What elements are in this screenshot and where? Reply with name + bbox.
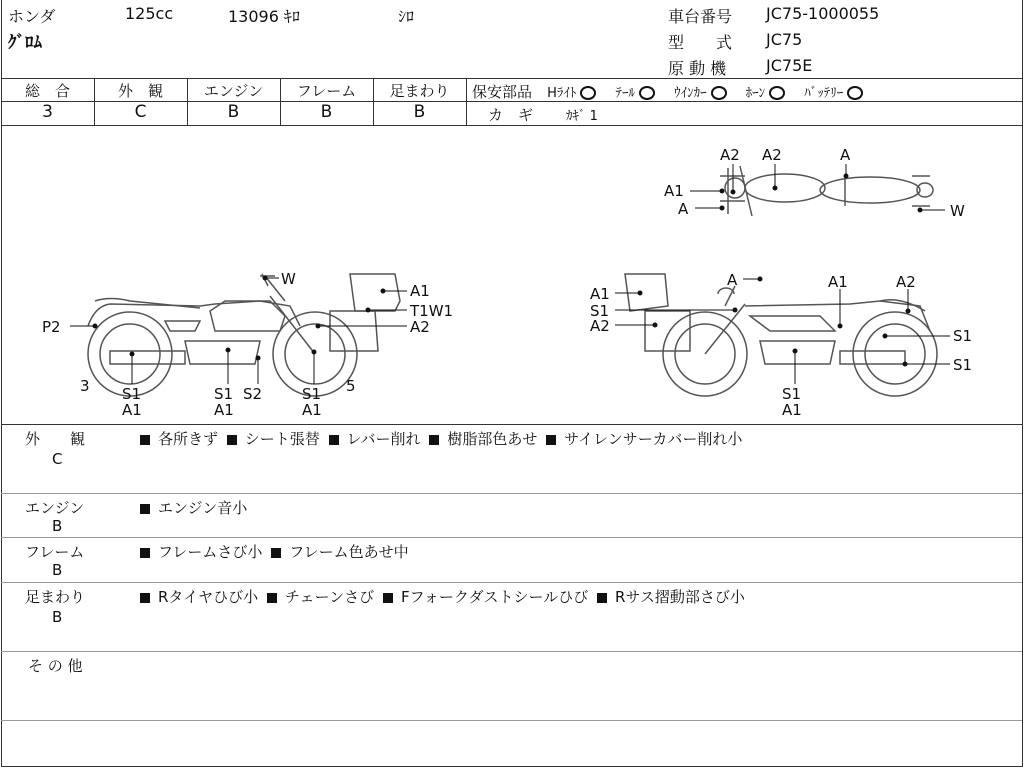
remark-item: フレーム色あせ中: [289, 543, 409, 561]
diagram-label: A2: [720, 146, 740, 164]
remark-item: Rサス摺動部さび小: [615, 588, 745, 606]
diagram-label: A1: [410, 282, 430, 300]
remark-item: 各所きず: [158, 430, 219, 448]
diagram-label: A2: [410, 318, 430, 336]
suspension-label: 足まわり: [389, 82, 450, 100]
battery-label: ﾊﾞｯﾃﾘｰ: [804, 86, 844, 101]
bullet-icon: [383, 593, 393, 603]
winker-label: ｳｲﾝｶｰ: [674, 86, 707, 101]
bullet-icon: [271, 548, 281, 558]
bullet-icon: [140, 548, 150, 558]
diagram-label: S1: [590, 302, 610, 320]
frame-no-label: 車台番号: [668, 7, 733, 26]
divider: [1, 493, 1022, 494]
bullet-icon: [140, 593, 150, 603]
diagram-label: S1: [953, 356, 973, 374]
suspension-grade: B: [413, 102, 426, 122]
remark-engine-items: [136, 497, 247, 518]
damage-diagram: [0, 126, 1022, 424]
bullet-icon: [227, 435, 237, 445]
frame-grade: B: [320, 102, 333, 122]
remark-item: サイレンサーカバー削れ小: [564, 430, 743, 448]
type-label: 型 式: [668, 33, 733, 52]
diagram-label: P2: [42, 318, 61, 336]
remark-other-label: そ の 他: [28, 657, 83, 675]
diagram-label: 5: [346, 377, 356, 395]
remark-item: レバー削れ: [346, 430, 421, 448]
diagram-label: S2: [243, 385, 263, 403]
diagram-label: A1: [122, 401, 142, 419]
divider: [1, 78, 1022, 79]
diagram-label: A: [678, 200, 689, 218]
bullet-icon: [329, 435, 339, 445]
bullet-icon: [267, 593, 277, 603]
headlight-ok-icon: [580, 86, 596, 100]
remark-exterior-items: [136, 428, 742, 449]
diagram-label: A1: [214, 401, 234, 419]
bullet-icon: [140, 435, 150, 445]
headlight-label: Hﾗｲﾄ: [547, 86, 577, 101]
top-view-annotations: [664, 146, 965, 220]
safety-title: 保安部品: [472, 83, 533, 101]
remark-item: チェーンさび: [284, 588, 375, 606]
divider: [1, 582, 1022, 583]
divider: [1, 651, 1022, 652]
mileage: 13096 ｷﾛ: [228, 7, 300, 26]
horn-ok-icon: [769, 86, 785, 100]
remark-item: 樹脂部色あせ: [447, 430, 538, 448]
divider: [466, 78, 467, 125]
key-value: ｶｷﾞ 1: [566, 109, 598, 124]
left-bike-annotations: [42, 270, 453, 419]
diagram-label: A: [840, 146, 851, 164]
color: ｼﾛ: [398, 7, 415, 26]
right-side-bike-icon: [625, 274, 937, 396]
diagram-label: T1W1: [410, 302, 454, 320]
taillight-ok-icon: [639, 86, 655, 100]
diagram-label: S1: [122, 385, 142, 403]
diagram-label: A1: [590, 285, 610, 303]
diagram-label: S1: [953, 327, 973, 345]
diagram-label: A2: [896, 273, 916, 291]
remark-exterior-grade: C: [52, 450, 63, 468]
divider: [1, 720, 1022, 721]
diagram-label: A1: [302, 401, 322, 419]
overall-label: 総 合: [24, 82, 70, 100]
top-view-bike-icon: [720, 166, 933, 216]
displacement: 125cc: [125, 4, 174, 23]
remark-frame-label: フレーム: [25, 543, 85, 561]
diagram-label: S1: [782, 385, 802, 403]
diagram-label: W: [950, 202, 965, 220]
remark-frame-items: [136, 541, 409, 562]
divider: [1, 537, 1022, 538]
remark-exterior-label: 外 観: [25, 430, 86, 448]
diagram-label: A: [727, 271, 738, 289]
frame-no: JC75-1000055: [766, 4, 880, 23]
taillight-label: ﾃｰﾙ: [615, 86, 635, 101]
safety-parts-row: [472, 81, 863, 102]
bullet-icon: [429, 435, 439, 445]
engine-model-label: 原 動 機: [668, 59, 727, 78]
diagram-label: A2: [590, 317, 610, 335]
divider: [1, 424, 1022, 425]
remark-item: フレームさび小: [158, 543, 263, 561]
right-bike-annotations: [590, 271, 972, 419]
diagram-label: A1: [782, 401, 802, 419]
remark-suspension-label: 足まわり: [25, 588, 86, 606]
engine-model-value: JC75E: [766, 56, 813, 75]
bullet-icon: [597, 593, 607, 603]
engine-grade: B: [227, 102, 240, 122]
remark-suspension-grade: B: [52, 608, 63, 626]
battery-ok-icon: [847, 86, 863, 100]
remark-item: Fフォークダストシールひび: [400, 588, 589, 606]
remark-engine-label: エンジン: [25, 499, 85, 517]
exterior-grade: C: [134, 102, 147, 122]
diagram-label: S1: [214, 385, 234, 403]
bullet-icon: [140, 504, 150, 514]
diagram-label: W: [281, 270, 296, 288]
winker-ok-icon: [711, 86, 727, 100]
exterior-label: 外 観: [117, 82, 163, 100]
frame-label: フレーム: [296, 82, 357, 100]
remark-engine-grade: B: [52, 517, 63, 535]
overall-grade: 3: [42, 102, 53, 122]
diagram-label: S1: [302, 385, 322, 403]
diagram-label: A1: [828, 273, 848, 291]
model-name: ｸﾞﾛﾑ: [8, 33, 42, 53]
remark-item: シート張替: [244, 430, 320, 448]
remark-item: エンジン音小: [158, 499, 248, 517]
type-value: JC75: [766, 30, 803, 49]
remark-suspension-items: [136, 586, 745, 607]
key-label: カ ギ: [488, 106, 534, 124]
horn-label: ﾎｰﾝ: [745, 86, 766, 101]
diagram-label: 3: [80, 377, 90, 395]
bullet-icon: [546, 435, 556, 445]
diagram-label: A2: [762, 146, 782, 164]
diagram-label: A1: [664, 182, 684, 200]
remark-item: Rタイヤひび小: [158, 588, 259, 606]
engine-label: エンジン: [203, 82, 264, 100]
remark-frame-grade: B: [52, 561, 63, 579]
maker: ホンダ: [8, 7, 56, 26]
